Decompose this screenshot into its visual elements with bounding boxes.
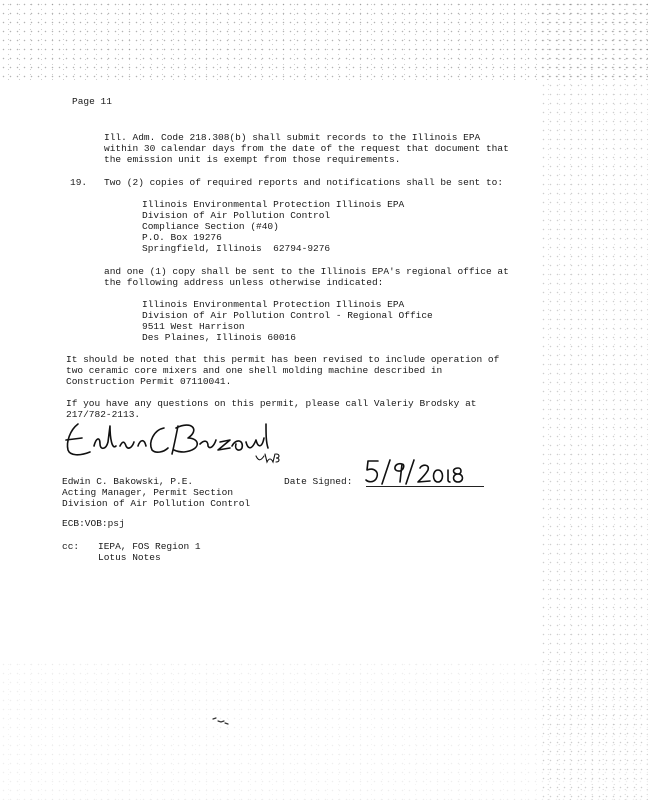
paragraph-line: and one (1) copy shall be sent to the Illinois EPA's regional office at [104,266,509,277]
item-number: 19. [70,177,88,188]
signatory-division: Division of Air Pollution Control [62,498,251,509]
scan-speck-mark [212,716,230,726]
address-line: Division of Air Pollution Control - Regional Office [142,310,433,321]
paragraph-line: Construction Permit 07110041. [66,376,232,387]
address-line: Compliance Section (#40) [142,221,279,232]
address-line: Illinois Environmental Protection Illinois EPA [142,199,405,210]
address-line: Division of Air Pollution Control [142,210,331,221]
page-number: Page 11 [72,96,112,107]
cc-recipient: IEPA, FOS Region 1 [98,541,201,552]
paragraph-line: two ceramic core mixers and one shell molding machine described in [66,365,443,376]
paragraph-line: If you have any questions on this permit, please call Valeriy Brodsky at [66,398,477,409]
handwritten-date [364,458,464,486]
scan-noise-bottom [0,660,648,800]
address-line: Illinois Environmental Protection Illinois EPA [142,299,405,310]
paragraph-line: Two (2) copies of required reports and notifications shall be sent to: [104,177,504,188]
signatory-name: Edwin C. Bakowski, P.E. [62,476,194,487]
address-line: 9511 West Harrison [142,321,245,332]
cc-label: cc: [62,541,80,552]
date-signature-line [366,486,484,487]
signatory-title: Acting Manager, Permit Section [62,487,234,498]
paragraph-line: the following address unless otherwise indicated: [104,277,384,288]
typist-initials: ECB:VOB:psj [62,518,125,529]
cc-recipient: Lotus Notes [98,552,161,563]
paragraph-line: It should be noted that this permit has been revised to include operation of [66,354,500,365]
address-line: Des Plaines, Illinois 60016 [142,332,296,343]
scan-noise-top [0,0,648,80]
date-signed-label: Date Signed: [284,476,353,487]
paragraph-line: within 30 calendar days from the date of the request that document that [104,143,509,154]
address-line: P.O. Box 19276 [142,232,222,243]
paragraph-line: Ill. Adm. Code 218.308(b) shall submit records to the Illinois EPA [104,132,481,143]
paragraph-line: 217/782-2113. [66,409,141,420]
handwritten-signature [60,416,280,468]
paragraph-line: the emission unit is exempt from those requirements. [104,154,401,165]
scan-noise-right [540,0,648,800]
address-line: Springfield, Illinois 62794-9276 [142,243,331,254]
